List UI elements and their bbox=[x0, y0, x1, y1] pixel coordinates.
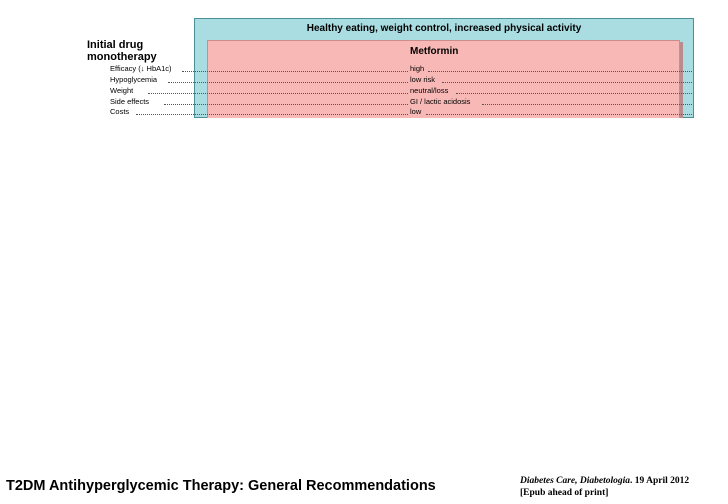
citation bbox=[520, 475, 689, 499]
row-value: GI / lactic acidosis bbox=[410, 97, 471, 106]
row-value: neutral/loss bbox=[410, 86, 449, 95]
attribute-row-costs bbox=[0, 107, 728, 117]
row-value: low bbox=[410, 107, 422, 116]
leader-dots bbox=[482, 104, 692, 105]
leader-dots bbox=[182, 71, 408, 72]
attribute-row-hypoglycemia bbox=[0, 75, 728, 85]
citation-date: . 19 April 2012 bbox=[630, 476, 690, 486]
leader-dots bbox=[442, 82, 692, 83]
leader-dots bbox=[426, 114, 692, 115]
leader-dots bbox=[168, 82, 408, 83]
row-label: Efficacy (↓ HbA1c) bbox=[110, 64, 172, 73]
attribute-row-efficacy bbox=[0, 64, 728, 74]
row-value: high bbox=[410, 64, 425, 73]
row-label: Side effects bbox=[110, 97, 150, 106]
attribute-row-weight bbox=[0, 86, 728, 96]
row-label: Weight bbox=[110, 86, 134, 95]
leader-dots bbox=[136, 114, 408, 115]
leader-dots bbox=[164, 104, 408, 105]
slide-title: T2DM Antihyperglycemic Therapy: General Recommendations bbox=[6, 478, 436, 494]
leader-dots bbox=[148, 93, 408, 94]
section-title-line1: Initial drug bbox=[87, 39, 144, 51]
section-title bbox=[87, 39, 157, 63]
row-label: Costs bbox=[110, 107, 130, 116]
attribute-row-side-effects bbox=[0, 97, 728, 107]
drug-title: Metformin bbox=[410, 46, 459, 57]
leader-dots bbox=[456, 93, 692, 94]
citation-note: [Epub ahead of print] bbox=[520, 488, 609, 498]
row-label: Hypoglycemia bbox=[110, 75, 158, 84]
row-value: low risk bbox=[410, 75, 436, 84]
section-title-line2: monotherapy bbox=[87, 51, 157, 63]
lifestyle-header: Healthy eating, weight control, increased physical activity bbox=[306, 23, 582, 34]
leader-dots bbox=[428, 71, 692, 72]
citation-journal: Diabetes Care, Diabetologia bbox=[520, 476, 631, 486]
